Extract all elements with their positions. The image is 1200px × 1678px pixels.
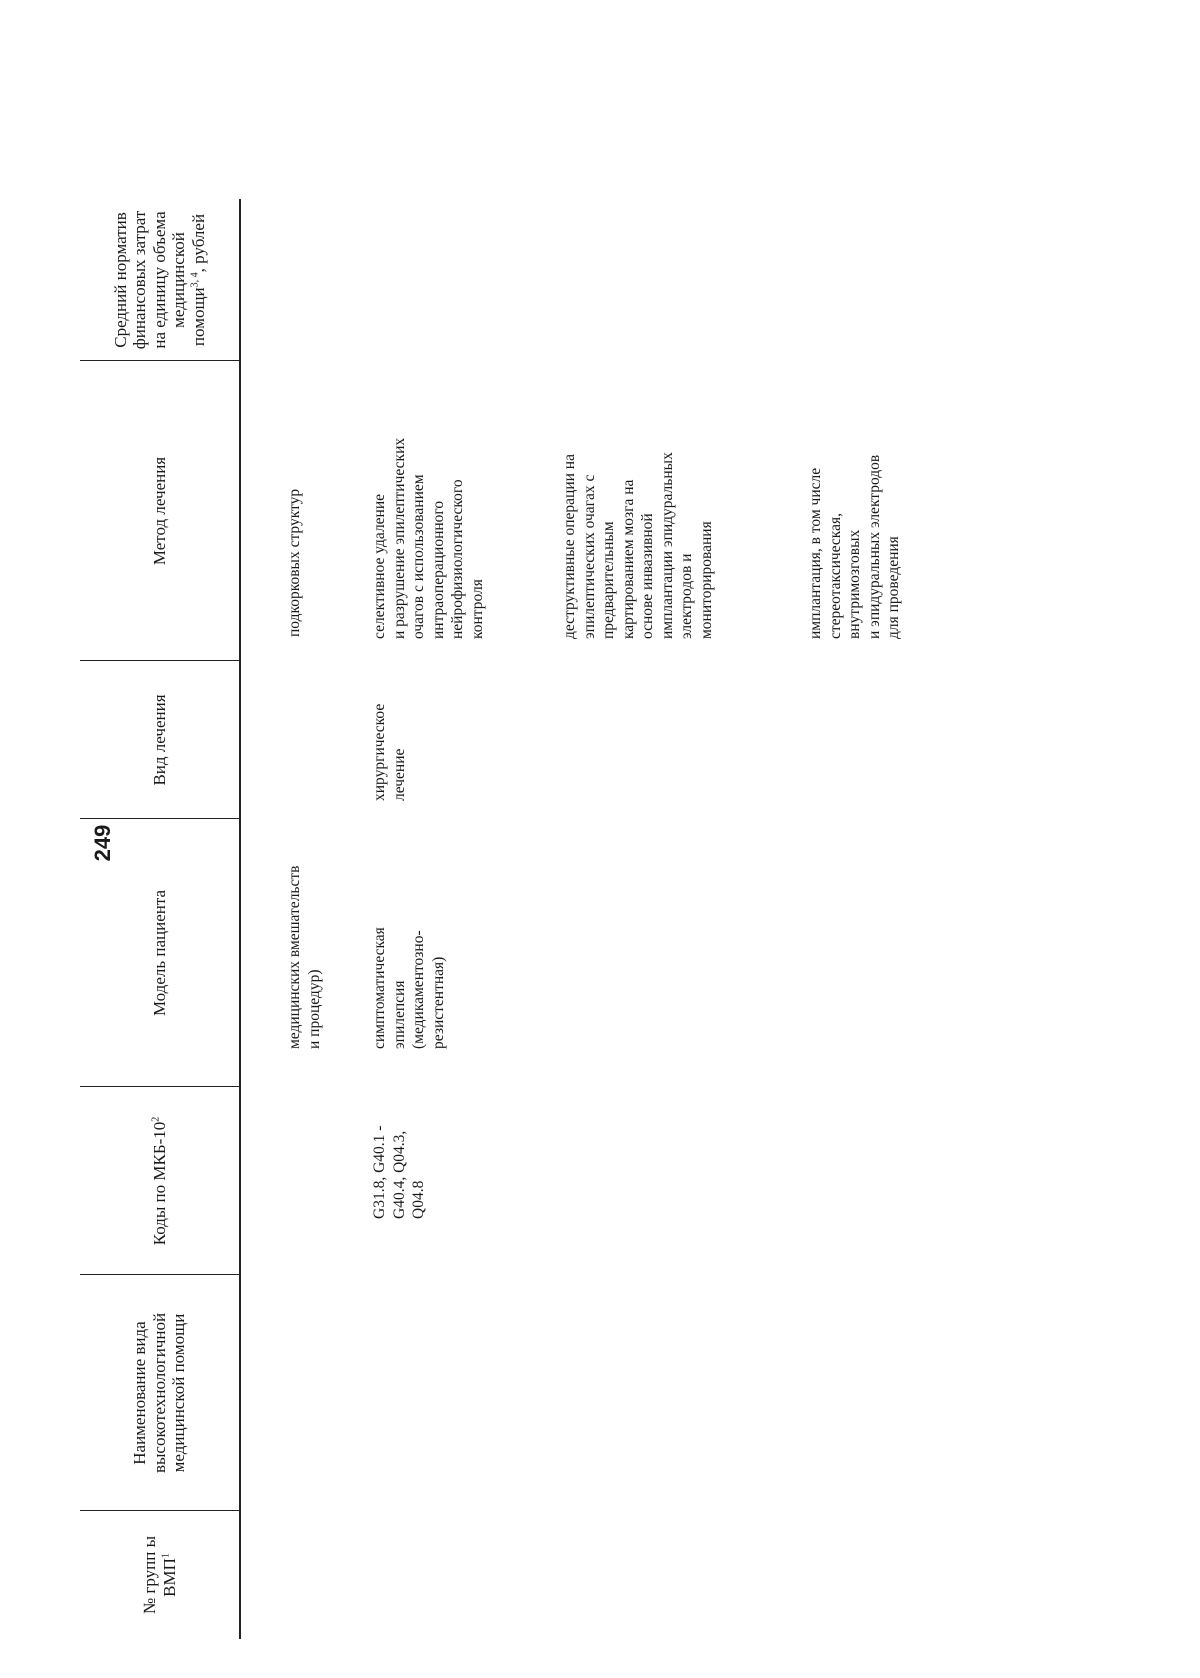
- page-number: 249: [90, 824, 115, 862]
- continuation-patient-model: медицинских вмешательств и процедур): [286, 865, 323, 1049]
- continuation-treatment-method: подкорковых структур: [286, 488, 303, 637]
- header-bottom-rule: [239, 199, 241, 1639]
- header-group-number: № групп ы ВМП$^1$: [139, 1535, 179, 1615]
- header-treatment-type: Вид лечения: [149, 694, 169, 786]
- column-divider: [80, 1086, 239, 1087]
- treatment-type-cell: хирургическое лечение: [371, 703, 408, 801]
- header-vmp-name: Наименование вида высокотехнологичной медицинской помощи: [130, 1312, 189, 1474]
- column-divider: [80, 660, 239, 661]
- patient-model-cell: симптоматическая эпилепсия (медикаментозно- резистентная): [371, 927, 447, 1049]
- treatment-method-cell-2: деструктивные операции на эпилептических очагах с предварительным картированием мозга на основе инвазивной имплантации эпидуральных электродов и мониторирования: [561, 452, 715, 639]
- header-icd-codes: Коды по МКБ-$10^2$: [149, 1116, 169, 1246]
- treatment-method-cell-1: селективное удаление и разрушение эпилептических очагов с использованием интраоперационного нейрофизиологического контроля: [371, 437, 486, 639]
- column-divider: [80, 360, 239, 361]
- icd-codes-cell: G31.8, G40.1 - G40.4, Q04.3, Q04.8: [371, 1125, 427, 1219]
- rotated-table: [80, 39, 1120, 1639]
- header-treatment-method: Метод лечения: [149, 456, 169, 566]
- treatment-method-cell-3: имплантация, в том числе стереотаксическая, внутримозговых и эпидуральных электродов для проведения: [807, 454, 902, 639]
- header-patient-model: Модель пациента: [149, 889, 169, 1017]
- column-divider: [80, 818, 239, 819]
- column-divider: [80, 1274, 239, 1275]
- header-avg-cost: Средний норматив финансовых затрат на единицу объема медицинской помощи$^{3, 4}$, рублей: [110, 210, 208, 350]
- column-divider: [80, 1510, 239, 1511]
